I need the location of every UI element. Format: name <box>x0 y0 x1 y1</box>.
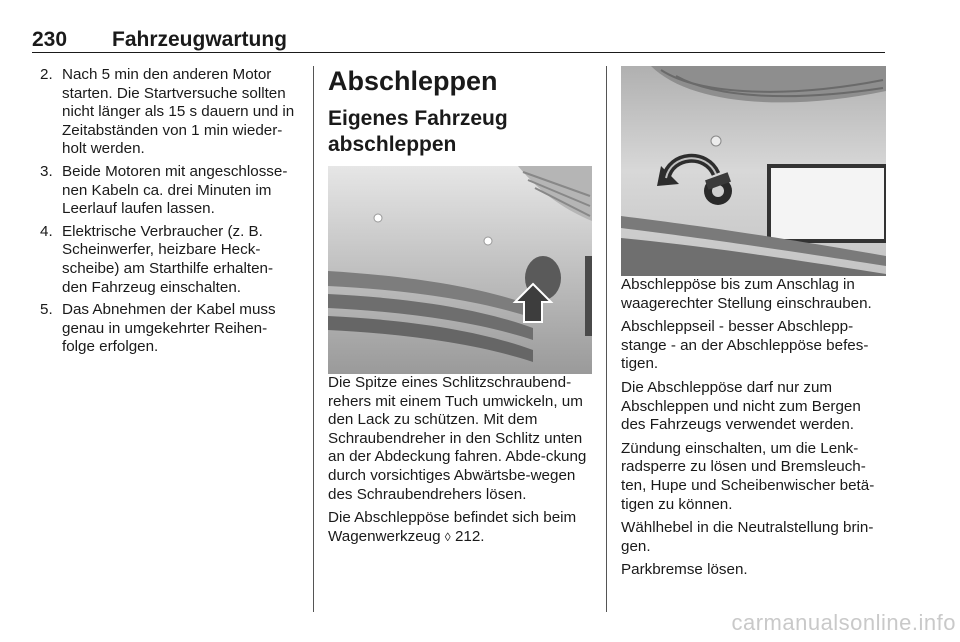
column-divider-1 <box>313 66 314 612</box>
reference-page: 212. <box>454 527 485 545</box>
step-text: Elektrische Verbraucher (z. B. Scheinwerfer, heizbare Heck-scheibe) am Starthilfe erhalten-den Fahrzeug einschalten. <box>62 222 274 296</box>
step-text: Beide Motoren mit angeschlosse-nen Kabeln ca. drei Minuten im Leerlauf laufen lassen. <box>62 162 288 218</box>
list-item <box>40 66 298 159</box>
reference-text: Die Abschleppöse befindet sich beim Wagenwerkzeug <box>328 509 577 545</box>
paragraph: Die Abschleppöse darf nur zum Abschleppen und nicht zum Bergen des Fahrzeugs verwendet werden. <box>621 378 861 434</box>
running-title: Fahrzeugwartung <box>112 28 288 51</box>
subsection-heading <box>328 106 594 158</box>
bumper-cover-figure <box>328 166 592 374</box>
page-number: 230 <box>32 28 68 51</box>
paragraph: Zündung einschalten, um die Lenk-radsperre zu lösen und Bremsleuch-ten, Hupe und Scheibenwischer betä-tigen zu können. <box>621 439 875 513</box>
paragraph-reference <box>328 509 594 546</box>
step-number: 4. <box>40 222 53 240</box>
column-left <box>40 66 298 361</box>
column-divider-2 <box>606 66 607 612</box>
list-item <box>40 301 298 357</box>
towing-eye-figure <box>621 66 886 276</box>
column-middle <box>328 66 594 551</box>
list-item <box>40 223 298 297</box>
paragraph: Die Spitze eines Schlitzschraubend-rehers mit einem Tuch umwickeln, um den Lack zu schützen. Mit dem Schraubendreher in den Schlitz unten an der Abdeckung fahren. Abde-ckung durch vorsichtiges Abwärtsbe-wegen des Schraubendrehers lösen. <box>328 374 587 503</box>
jump-start-steps <box>40 66 298 357</box>
step-number: 2. <box>40 66 53 83</box>
step-number: 3. <box>40 162 53 180</box>
subheading-line2: abschleppen <box>328 133 457 156</box>
step-text: Das Abnehmen der Kabel muss genau in umgekehrter Reihen-folge erfolgen. <box>62 301 276 356</box>
list-item <box>40 163 298 219</box>
watermark: carmanualsonline.info <box>731 610 956 635</box>
header-rule <box>32 52 885 53</box>
paragraph: Abschleppöse bis zum Anschlag in waagerechter Stellung einschrauben. <box>621 276 872 312</box>
paragraph: Parkbremse lösen. <box>621 561 748 579</box>
section-heading: Abschleppen <box>328 66 498 96</box>
step-number: 5. <box>40 301 53 319</box>
page-header <box>32 28 885 50</box>
step-text: Nach 5 min den anderen Motor starten. Die Startversuche sollten nicht länger als 15 s dauern und in Zeitabständen von 1 min wieder-holt werden. <box>62 66 295 158</box>
page-reference-icon: ◊ <box>444 529 451 544</box>
subheading-line1: Eigenes Fahrzeug <box>328 107 508 130</box>
paragraph: Abschleppseil - besser Abschlepp-stange - an der Abschleppöse befes-tigen. <box>621 318 869 373</box>
paragraph: Wählhebel in die Neutralstellung brin-gen. <box>621 519 874 555</box>
column-right <box>621 66 886 585</box>
